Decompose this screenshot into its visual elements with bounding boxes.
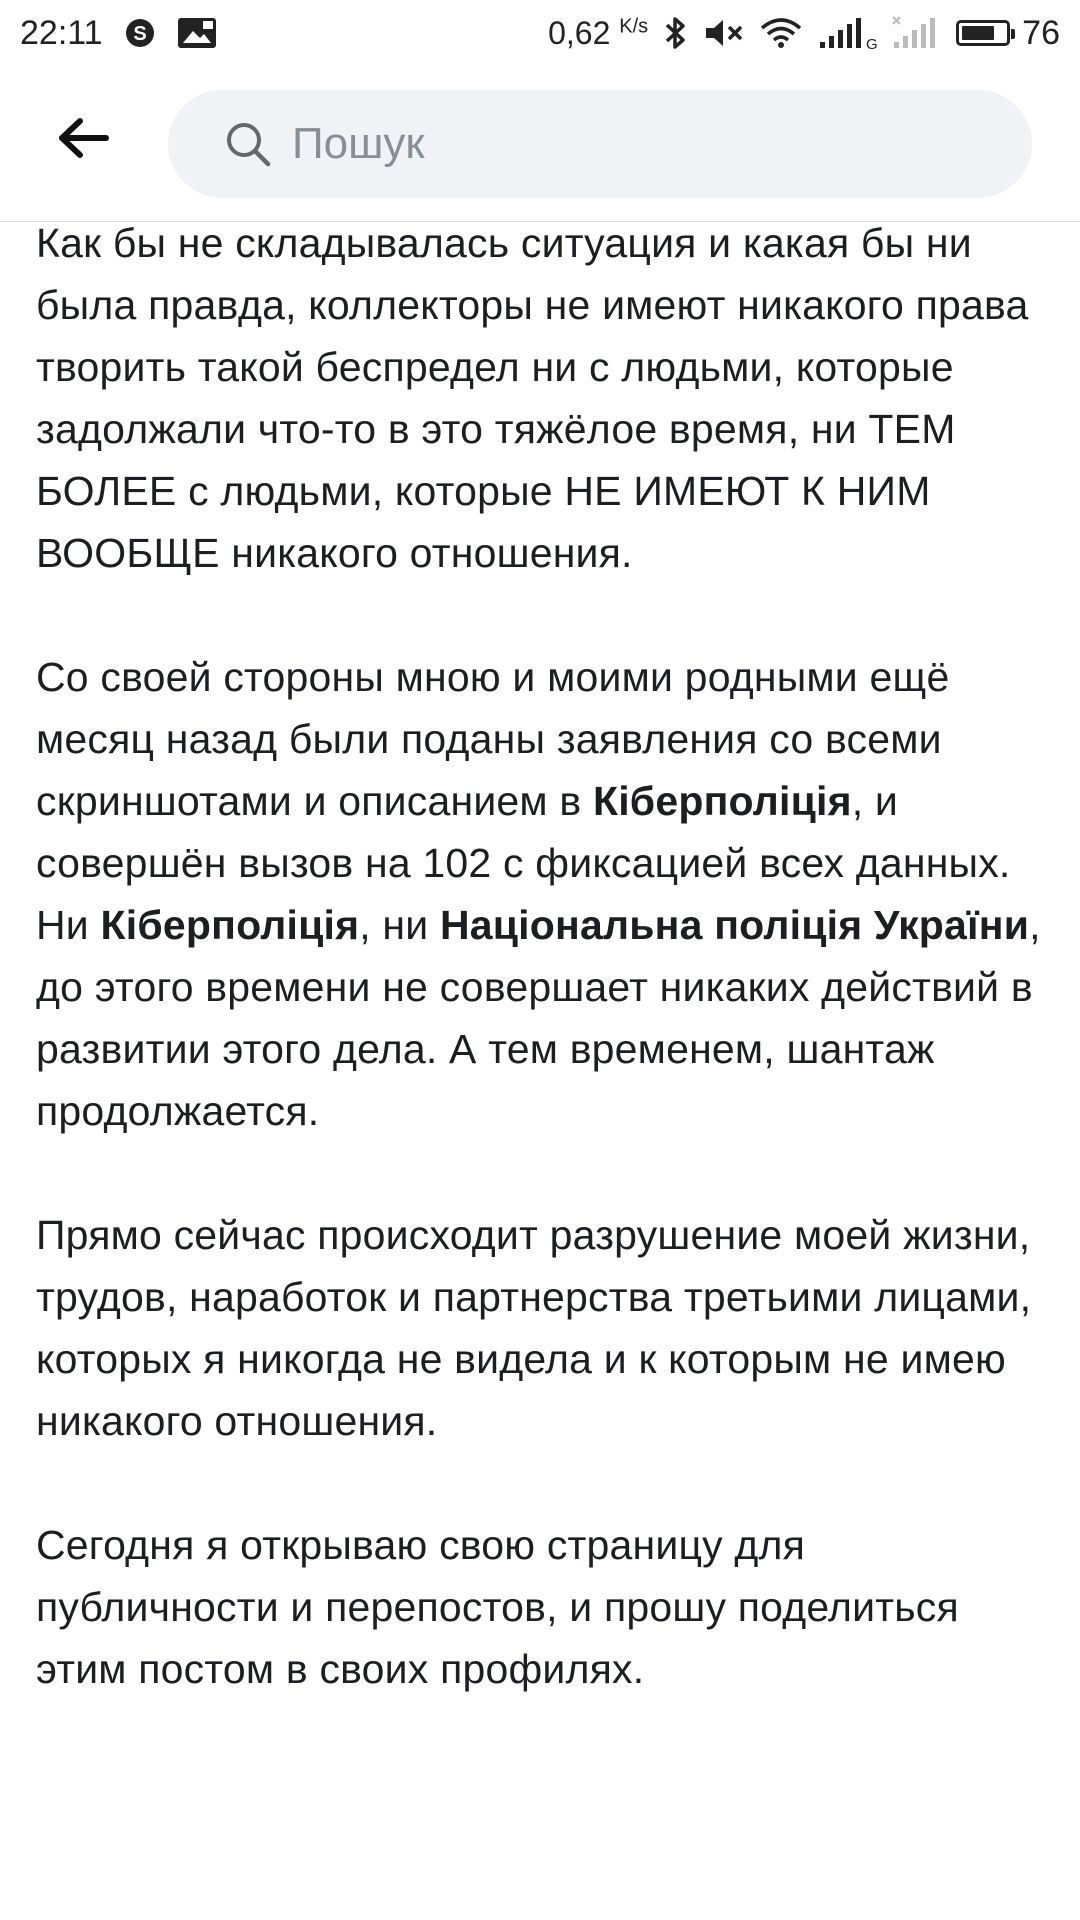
network-type: G: [866, 36, 878, 53]
post-body: [36, 212, 1046, 1700]
post-text: , до этого времени не совершает никаких действий в развитии этого дела. А тем временем, шантаж продолжается.: [36, 902, 1041, 1134]
network-speed-unit: K/s: [619, 14, 649, 37]
status-bar-left: [20, 14, 217, 53]
post-text: Со своей стороны мною и моими родными ещё месяц назад были поданы заявления со всеми скриншотами и описанием в: [36, 654, 950, 824]
back-arrow-icon: [56, 118, 108, 158]
post-paragraph-2: [36, 646, 1046, 1142]
search-header: [0, 66, 1080, 222]
battery-fill: [962, 26, 994, 40]
status-bar-right: [548, 14, 1060, 53]
post-paragraph-3: Прямо сейчас происходит разрушение моей жизни, трудов, наработок и партнерства третьими лицами, которых я никогда не видела и к которым не имею никакого отношения.: [36, 1212, 1032, 1444]
post-text: , и совершён вызов на 102 с фиксацией всех данных. Ни: [36, 778, 1011, 948]
page-tag-kiberpolitsiia[interactable]: Кіберполіція: [100, 902, 360, 948]
post-text: , ни: [359, 902, 440, 948]
volume-muted-icon: [704, 17, 744, 49]
back-button[interactable]: [50, 114, 114, 162]
post-paragraph-4: Сегодня я открываю свою страницу для публичности и перепостов, и прошу поделиться этим постом в своих профилях.: [36, 1522, 959, 1692]
battery-level: 76: [1022, 13, 1060, 52]
gallery-notification-icon: [177, 17, 217, 49]
network-speed: [548, 15, 648, 52]
post-paragraph-1: Как бы не складывалась ситуация и какая бы ни была правда, коллекторы не имеют никакого права творить такой беспредел ни с людьми, которые задолжали что-то в это тяжёлое время, ни ТЕМ БОЛЕЕ с людьми, которые НЕ ИМЕЮТ К НИМ ВООБЩЕ никакого отношения.: [36, 220, 1029, 576]
bluetooth-icon: [664, 15, 688, 51]
signal-sim2-no-service-icon: [892, 16, 940, 50]
skype-icon: [125, 18, 155, 48]
battery-icon: [956, 20, 1010, 46]
battery-indicator: [956, 14, 1060, 53]
svg-text:S: S: [132, 23, 147, 45]
wifi-icon: [760, 17, 802, 49]
signal-sim1-icon: [818, 16, 878, 53]
search-box[interactable]: [168, 90, 1032, 198]
status-time: 22:11: [20, 13, 103, 52]
page-tag-kiberpolitsiia[interactable]: Кіберполіція: [592, 778, 852, 824]
network-speed-value: 0,62: [548, 14, 611, 51]
page-tag-natsionalna-politsiia[interactable]: Національна поліція України: [439, 902, 1030, 948]
search-icon: [224, 120, 272, 168]
status-bar: [0, 0, 1080, 66]
search-input[interactable]: [290, 118, 934, 170]
